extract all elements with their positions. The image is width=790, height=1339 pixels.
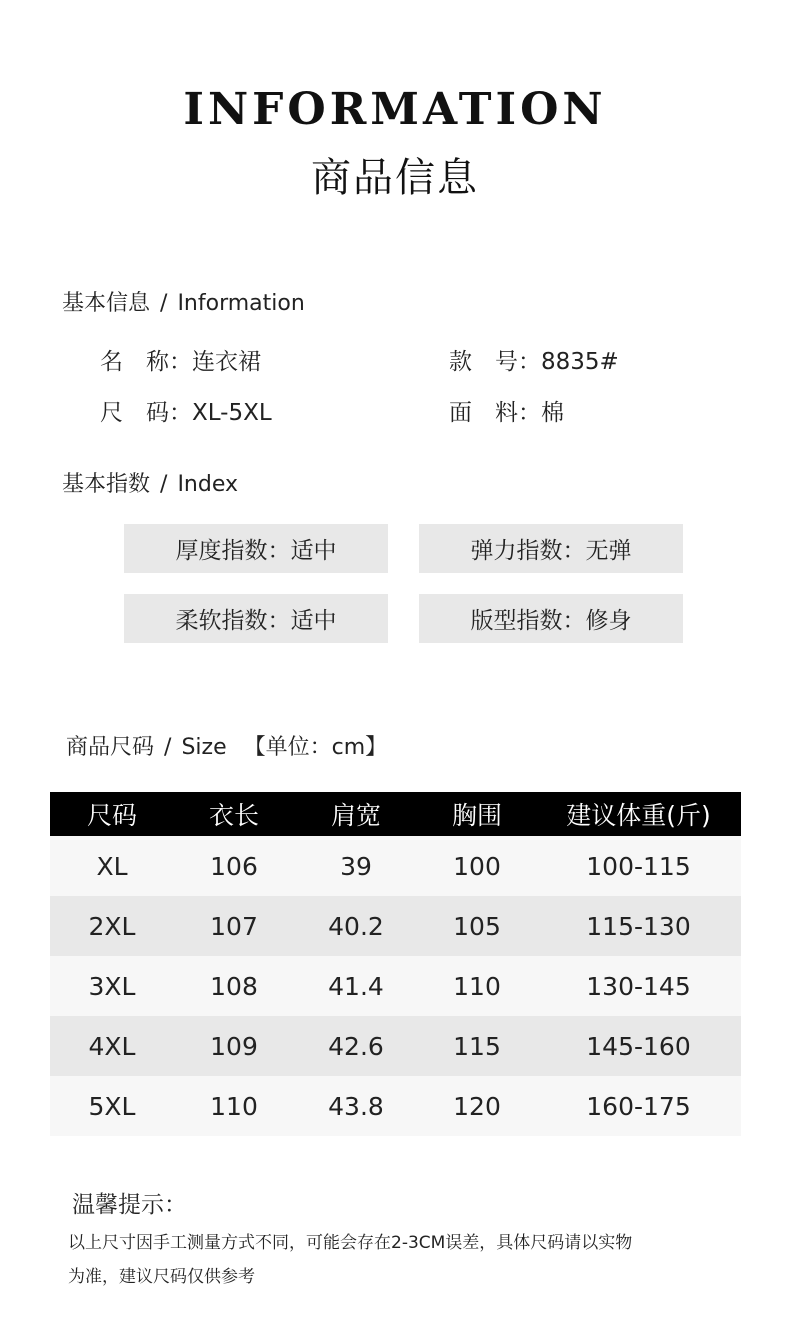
table-cell: 115-130 <box>586 911 691 941</box>
separator: / <box>160 291 168 316</box>
tips-line: 以上尺寸因手工测量方式不同，可能会存在2-3CM误差，具体尺码请以实物 <box>68 1233 633 1253</box>
table-cell: 100-115 <box>586 851 691 881</box>
header-cell: 尺码 <box>86 801 137 830</box>
info-fabric <box>449 394 564 427</box>
table-row <box>50 1016 741 1076</box>
table-row <box>50 956 741 1016</box>
tips-line: 为准，建议尺码仅供参考 <box>68 1267 255 1287</box>
table-row <box>50 836 741 896</box>
size-table-header <box>50 792 741 836</box>
table-cell: 120 <box>453 1091 501 1121</box>
tips-text <box>68 1226 708 1294</box>
index-heading <box>62 467 238 498</box>
table-cell: 107 <box>210 911 258 941</box>
index-elasticity: 弹力指数：无弹 <box>419 524 683 573</box>
table-cell: 110 <box>210 1091 258 1121</box>
index-fit: 版型指数：修身 <box>419 594 683 643</box>
info-name <box>100 343 261 376</box>
size-table <box>50 792 741 1136</box>
table-cell: 41.4 <box>328 971 384 1001</box>
table-cell: 145-160 <box>586 1031 691 1061</box>
size-unit: 【单位：cm】 <box>243 735 388 760</box>
page-title-en: INFORMATION <box>183 84 607 135</box>
table-cell: 108 <box>210 971 258 1001</box>
index-title-en: Index <box>177 472 239 497</box>
header-cell: 胸围 <box>451 801 502 830</box>
basic-info-title-en: Information <box>177 291 305 316</box>
table-row <box>50 896 741 956</box>
size-heading <box>66 730 387 761</box>
table-cell: 105 <box>453 911 501 941</box>
size-title-en: Size <box>181 735 227 760</box>
header-cell: 肩宽 <box>330 801 381 830</box>
table-cell: 110 <box>453 971 501 1001</box>
info-size-range <box>100 394 272 427</box>
basic-info-heading <box>62 286 305 317</box>
table-cell: 43.8 <box>328 1091 384 1121</box>
size-title-cn: 商品尺码 <box>66 735 155 760</box>
table-cell: 40.2 <box>328 911 384 941</box>
tips-title: 温馨提示： <box>72 1192 187 1218</box>
info-value: 棉 <box>541 400 564 426</box>
separator: / <box>164 735 172 760</box>
basic-info-title-cn: 基本信息 <box>62 291 151 316</box>
info-label: 名 称： <box>100 349 192 375</box>
info-value: 8835# <box>541 349 619 375</box>
info-style-number <box>449 343 619 376</box>
table-cell: 109 <box>210 1031 258 1061</box>
info-value: XL-5XL <box>192 400 272 426</box>
table-cell: 39 <box>340 851 372 881</box>
index-thickness: 厚度指数：适中 <box>124 524 388 573</box>
header-cell: 建议体重(斤) <box>566 801 711 830</box>
page-title-cn: 商品信息 <box>311 155 479 201</box>
table-row <box>50 1076 741 1136</box>
separator: / <box>160 472 168 497</box>
table-cell: 106 <box>210 851 258 881</box>
table-cell: 115 <box>453 1031 501 1061</box>
table-cell: 4XL <box>88 1031 136 1061</box>
table-cell: XL <box>96 851 128 881</box>
index-title-cn: 基本指数 <box>62 472 151 497</box>
info-label: 款 号： <box>449 349 541 375</box>
table-cell: 2XL <box>88 911 136 941</box>
table-cell: 5XL <box>88 1091 136 1121</box>
table-cell: 3XL <box>88 971 136 1001</box>
info-label: 尺 码： <box>100 400 192 426</box>
table-cell: 130-145 <box>586 971 691 1001</box>
index-softness: 柔软指数：适中 <box>124 594 388 643</box>
table-cell: 160-175 <box>586 1091 691 1121</box>
table-cell: 100 <box>453 851 501 881</box>
info-label: 面 料： <box>449 400 541 426</box>
info-value: 连衣裙 <box>192 349 261 375</box>
header-cell: 衣长 <box>208 801 259 830</box>
table-cell: 42.6 <box>328 1031 384 1061</box>
